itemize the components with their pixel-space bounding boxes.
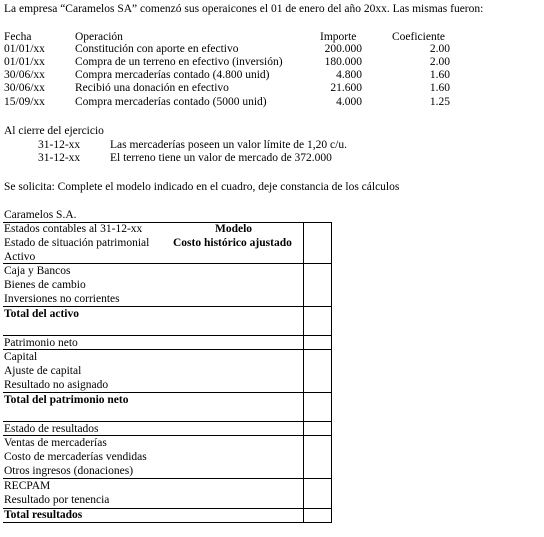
pn-item: Resultado no asignado (4, 379, 109, 391)
table-rule (331, 222, 332, 523)
instructions-text: Se solicita: Complete el modelo indicado en el cuadro, deje constancia de los cálculos (4, 181, 400, 193)
activo-item: Inversiones no corrientes (4, 293, 120, 305)
header-importe: Importe (320, 31, 357, 43)
table-rule (3, 478, 332, 479)
cierre-date: 31-12-xx (38, 152, 81, 164)
table-rule (3, 522, 332, 523)
cell-fecha: 15/09/xx (4, 96, 45, 108)
cierre-text: Las mercaderías poseen un valor límite de 1,20 c/u. (110, 139, 347, 151)
model-table (3, 222, 332, 523)
table-row (0, 69, 544, 82)
header-operacion: Operación (75, 31, 123, 43)
cell-importe: 21.600 (330, 82, 362, 94)
cell-importe: 4.800 (336, 69, 362, 81)
cierre-date: 31-12-xx (38, 139, 81, 151)
cell-operacion: Constitución con aporte en efectivo (75, 43, 239, 55)
total-patrimonio-neto: Total del patrimonio neto (4, 394, 129, 406)
cell-fecha: 01/01/xx (4, 43, 45, 55)
cell-importe: 200.000 (324, 43, 362, 55)
cell-coeficiente: 1.25 (429, 96, 450, 108)
cell-importe: 180.000 (324, 56, 362, 68)
cierre-item (0, 152, 544, 165)
cell-operacion: Recibió una donación en efectivo (75, 82, 229, 94)
table-rule (3, 421, 332, 422)
total-resultados: Total resultados (4, 509, 83, 521)
table-row (0, 56, 544, 69)
cell-operacion: Compra de un terreno en efectivo (inversión) (75, 56, 283, 68)
model-header-line: Estado de situación patrimonial (4, 237, 150, 249)
cell-coeficiente: 1.60 (429, 69, 450, 81)
patrimonio-neto-heading: Patrimonio neto (4, 337, 78, 349)
resultado-item: Costo de mercaderías vendidas (4, 451, 147, 463)
cell-coeficiente: 1.60 (429, 82, 450, 94)
cell-fecha: 30/06/xx (4, 69, 45, 81)
recpam-item: Resultado por tenencia (4, 494, 110, 506)
cell-coeficiente: 2.00 (429, 43, 450, 55)
model-title: Modelo (215, 223, 253, 235)
model-header-line: Activo (4, 251, 36, 263)
pn-item: Capital (4, 351, 38, 363)
pn-item: Ajuste de capital (4, 365, 82, 377)
cierre-item (0, 139, 544, 152)
header-fecha: Fecha (4, 31, 32, 43)
table-rule (3, 306, 332, 307)
activo-item: Bienes de cambio (4, 279, 86, 291)
cell-importe: 4.000 (336, 96, 362, 108)
header-coeficiente: Coeficiente (392, 31, 446, 43)
recpam-item: RECPAM (4, 480, 51, 492)
cierre-title: Al cierre del ejercicio (4, 125, 104, 137)
model-subtitle: Costo histórico ajustado (173, 237, 292, 249)
table-row (0, 43, 544, 56)
company-name: Caramelos S.A. (4, 209, 77, 221)
table-rule (303, 222, 304, 523)
activo-item: Caja y Bancos (4, 265, 71, 277)
model-header-line: Estados contables al 31-12-xx (4, 223, 143, 235)
resultado-item: Otros ingresos (donaciones) (4, 465, 134, 477)
table-row (0, 96, 544, 109)
cell-fecha: 01/01/xx (4, 56, 45, 68)
intro-text: La empresa “Caramelos SA” comenzó sus operaicones el 01 de enero del año 20xx. Las mismas fueron: (4, 3, 484, 15)
table-row (0, 82, 544, 95)
cell-coeficiente: 2.00 (429, 56, 450, 68)
table-rule (3, 263, 332, 264)
cierre-text: El terreno tiene un valor de mercado de 372.000 (110, 152, 332, 164)
table-rule (3, 335, 332, 336)
cell-operacion: Compra mercaderías contado (5000 unid) (75, 96, 267, 108)
cell-fecha: 30/06/xx (4, 82, 45, 94)
estado-resultados-heading: Estado de resultados (4, 423, 99, 435)
total-activo: Total del activo (4, 308, 79, 320)
table-rule (3, 392, 332, 393)
resultado-item: Ventas de mercaderías (4, 437, 107, 449)
cell-operacion: Compra mercaderías contado (4.800 unid) (75, 69, 270, 81)
